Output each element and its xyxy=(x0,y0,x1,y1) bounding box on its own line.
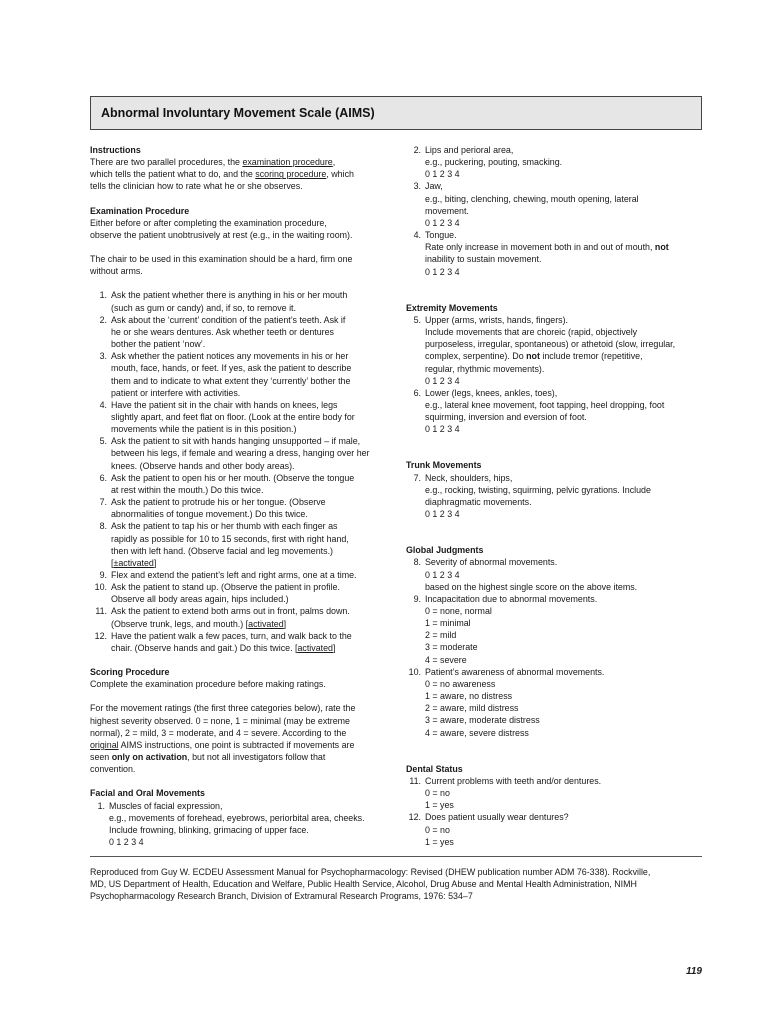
option-line: 1 = yes xyxy=(425,800,454,811)
left-column xyxy=(90,144,390,848)
text-run: [ xyxy=(111,557,114,568)
option-line: 3 = moderate xyxy=(425,642,478,653)
item-title: Upper (arms, wrists, hands, fingers). xyxy=(425,314,569,325)
option-line: 1 = minimal xyxy=(425,618,471,629)
text-line: knees. (Observe hands and other body areas). xyxy=(111,460,295,471)
text-line: Ask the patient to protrude his or her tongue. (Observe xyxy=(111,497,326,508)
text-line: Ask about the ‘current’ condition of the patient’s teeth. Ask if xyxy=(111,314,346,325)
step-number: 9. xyxy=(99,570,107,580)
exam-step xyxy=(90,399,390,435)
option-line: 0 = no awareness xyxy=(425,678,496,689)
option-line: 2 = mild xyxy=(425,630,457,641)
text-run: chair. (Observe hands and gait.) Do this twice. [ xyxy=(111,642,298,653)
item-number: 6. xyxy=(413,387,421,398)
text-line: without arms. xyxy=(90,266,143,277)
dental-heading: Dental Status xyxy=(406,763,463,774)
text-run: ] xyxy=(283,618,287,629)
text-line: squirming, inversion and eversion of foot. xyxy=(425,412,587,423)
text-line: diaphragmatic movements. xyxy=(425,496,532,507)
exam-step xyxy=(90,569,390,581)
text-line: them and to indicate to what extent they ‘currently’ bother the xyxy=(111,375,351,386)
item-number: 9. xyxy=(413,593,421,604)
exam-step xyxy=(90,472,390,496)
text-line: e.g., puckering, pouting, smacking. xyxy=(425,157,563,168)
text-line: Have the patient sit in the chair with hands on knees, legs xyxy=(111,399,338,410)
exam-step xyxy=(90,581,390,605)
text-line: The chair to be used in this examination should be a hard, firm one xyxy=(90,254,353,265)
item-number: 4. xyxy=(413,230,421,241)
right-column xyxy=(406,144,702,848)
text-run: ] xyxy=(333,642,336,653)
reference-note xyxy=(90,866,702,902)
text-line: MD, US Department of Health, Education and Welfare, Public Health Service, Alcohol, Drug Abuse and Mental Health Administration, NIMH xyxy=(90,879,637,890)
option-line: 1 = aware, no distress xyxy=(425,691,513,702)
text-line: mouth, face, hands, or feet. If yes, ask the patient to describe xyxy=(111,363,352,374)
rating-item xyxy=(406,775,702,811)
text-line: purposeless, irregular, spontaneous) or athetoid (slow, irregular, xyxy=(425,339,676,350)
item-title: Severity of abnormal movements. xyxy=(425,557,558,568)
rating-scale: 0 1 2 3 4 xyxy=(425,509,460,520)
step-number: 5. xyxy=(99,436,107,447)
option-line: 1 = yes xyxy=(425,836,454,847)
instructions-paragraph xyxy=(90,156,390,192)
exam-step xyxy=(90,435,390,471)
text-run: There are two parallel procedures, the xyxy=(90,157,243,168)
rating-scale: 0 1 2 3 4 xyxy=(425,569,460,580)
item-title: Neck, shoulders, hips, xyxy=(425,472,513,483)
emphasis: only on activation xyxy=(111,752,188,763)
text-run: ] xyxy=(153,557,157,568)
item-number: 11. xyxy=(409,775,421,786)
exam-step xyxy=(90,289,390,313)
text-line: Ask the patient to open his or her mouth. (Observe the tongue xyxy=(111,472,355,483)
option-line: 2 = aware, mild distress xyxy=(425,703,519,714)
rating-item xyxy=(406,387,702,436)
text-run: , which xyxy=(326,169,354,180)
text-line: bother the patient ‘now’. xyxy=(111,339,206,350)
text-line: convention. xyxy=(90,764,136,775)
rating-item xyxy=(406,666,702,739)
page-title: Abnormal Involuntary Movement Scale (AIMS) xyxy=(101,106,375,120)
page-number: 119 xyxy=(686,966,702,977)
text-line: Have the patient walk a few paces, turn, and walk back to the xyxy=(111,630,352,641)
text-line: Ask the patient to tap his or her thumb with each finger as xyxy=(111,521,338,532)
text-line: Reproduced from Guy W. ECDEU Assessment Manual for Psychopharmacology: Revised (DHEW publication number ADM 76-338). Rockville, xyxy=(90,867,651,877)
text-line: (such as gum or candy) and, if so, to remove it. xyxy=(111,302,296,313)
text-line: Flex and extend the patient’s left and right arms, one at a time. xyxy=(111,570,357,580)
item-number: 12. xyxy=(408,812,421,823)
text-line: observe the patient unobtrusively at rest (e.g., in the waiting room). xyxy=(90,229,353,240)
rating-item xyxy=(406,180,702,229)
extremity-heading: Extremity Movements xyxy=(406,302,498,313)
text-line: based on the highest single score on the above items. xyxy=(425,581,638,592)
step-number: 8. xyxy=(99,521,107,532)
exam-step xyxy=(90,605,390,629)
emphasis: not xyxy=(654,242,669,253)
text-line: regular, rhythmic movements). xyxy=(425,363,545,374)
original-link: original xyxy=(90,739,119,750)
text-line: Ask the patient to extend both arms out in front, palms down. xyxy=(111,606,350,617)
text-run: , but not all investigators follow that xyxy=(187,752,326,763)
text-line: movement. xyxy=(425,205,469,216)
text-line: Ask whether the patient notices any movements in his or her xyxy=(111,351,349,362)
rating-scale: 0 1 2 3 4 xyxy=(425,424,460,435)
step-number: 1. xyxy=(99,290,107,301)
rating-item xyxy=(406,472,702,521)
rating-item xyxy=(406,811,702,847)
item-number: 2. xyxy=(413,145,421,155)
footer-divider xyxy=(90,856,702,857)
text-line: patient or interfere with activities. xyxy=(111,387,241,398)
trunk-heading: Trunk Movements xyxy=(406,460,482,471)
item-title: Tongue. xyxy=(425,230,457,241)
examination-steps xyxy=(90,289,390,654)
text-line: Ask the patient to stand up. (Observe the patient in profile. xyxy=(111,582,340,593)
item-number: 3. xyxy=(413,181,421,192)
examination-procedure-link: examination procedure xyxy=(242,157,333,168)
item-title: Patient’s awareness of abnormal movements. xyxy=(425,666,605,677)
item-number: 1. xyxy=(97,800,105,811)
global-heading: Global Judgments xyxy=(406,545,484,556)
text-run: , xyxy=(332,157,336,168)
text-line: Observe all body areas again, hips included.) xyxy=(111,594,289,605)
item-number: 5. xyxy=(413,314,421,325)
rating-scale: 0 1 2 3 4 xyxy=(425,169,460,180)
instructions-heading: Instructions xyxy=(90,145,141,155)
text-line: normal), 2 = mild, 3 = moderate, and 4 = severe. According to the xyxy=(90,727,347,738)
rating-item xyxy=(406,314,702,387)
facial-heading: Facial and Oral Movements xyxy=(90,788,205,799)
exam-step xyxy=(90,520,390,569)
scoring-procedure-link: scoring procedure xyxy=(255,169,327,180)
step-number: 11. xyxy=(95,606,107,617)
option-line: 0 = no xyxy=(425,824,450,835)
text-run: AIMS instructions, one point is subtracted if movements are xyxy=(118,739,355,750)
text-line: e.g., movements of forehead, eyebrows, periorbital area, cheeks. xyxy=(109,812,365,823)
item-number: 8. xyxy=(413,557,421,568)
text-line: slightly apart, and feet flat on floor. (Look at the entire body for xyxy=(111,411,355,422)
option-line: 0 = none, normal xyxy=(425,606,492,616)
item-title: Incapacitation due to abnormal movements. xyxy=(425,593,598,604)
title-box xyxy=(90,96,702,130)
text-run: complex, serpentine). Do xyxy=(425,351,527,362)
scoring-heading: Scoring Procedure xyxy=(90,667,170,678)
exam-step xyxy=(90,496,390,520)
text-line: rapidly as possible for 10 to 15 seconds, first with right hand, xyxy=(111,533,349,544)
text-line: highest severity observed. 0 = none, 1 = minimal (may be extreme xyxy=(90,715,350,726)
item-title: Current problems with teeth and/or dentures. xyxy=(425,775,602,786)
rating-scale: 0 1 2 3 4 xyxy=(109,836,144,847)
text-line: Include movements that are choreic (rapid, objectively xyxy=(425,327,638,338)
item-number: 10. xyxy=(408,666,421,677)
activated-note: activated xyxy=(297,642,333,653)
step-number: 7. xyxy=(99,497,107,508)
option-line: 3 = aware, moderate distress xyxy=(425,715,540,726)
text-line: For the movement ratings (the first three categories below), rate the xyxy=(90,703,356,714)
rating-scale: 0 1 2 3 4 xyxy=(425,266,460,277)
activated-note: ±activated xyxy=(113,557,154,568)
item-title: Jaw, xyxy=(425,181,443,192)
text-line: e.g., rocking, twisting, squirming, pelvic gyrations. Include xyxy=(425,484,651,495)
text-line: Include frowning, blinking, grimacing of upper face. xyxy=(109,824,309,835)
text-line: e.g., biting, clenching, chewing, mouth opening, lateral xyxy=(425,193,639,204)
text-line: Complete the examination procedure before making ratings. xyxy=(90,679,326,690)
item-title: Lips and perioral area, xyxy=(425,145,514,155)
option-line: 0 = no xyxy=(425,788,450,799)
text-line: at rest within the mouth.) Do this twice. xyxy=(111,484,264,495)
step-number: 4. xyxy=(99,399,107,410)
option-line: 4 = aware, severe distress xyxy=(425,727,529,738)
item-title: Does patient usually wear dentures? xyxy=(425,812,569,823)
item-title: Lower (legs, knees, ankles, toes), xyxy=(425,387,558,398)
emphasis: not xyxy=(526,351,540,362)
rating-item xyxy=(406,144,702,180)
text-line: Ask the patient whether there is anything in his or her mouth xyxy=(111,290,348,301)
text-run: Rate only increase in movement both in and out of mouth, xyxy=(425,242,655,253)
rating-item xyxy=(406,556,702,592)
text-run: seen xyxy=(90,752,112,763)
rating-scale: 0 1 2 3 4 xyxy=(425,375,460,386)
step-number: 2. xyxy=(99,314,107,325)
rating-scale: 0 1 2 3 4 xyxy=(425,217,460,228)
text-run: include tremor (repetitive, xyxy=(539,351,643,362)
text-line: he or she wears dentures. Ask whether teeth or dentures xyxy=(111,326,334,337)
activated-note: activated xyxy=(248,618,284,629)
text-line: between his legs, if female and wearing a dress, hanging over her xyxy=(111,448,370,459)
text-line: Psychopharmacology Research Branch, Division of Extramural Research Programs, 1976: 534–7 xyxy=(90,891,473,902)
step-number: 10. xyxy=(94,582,107,593)
rating-item xyxy=(406,593,702,666)
exam-step xyxy=(90,314,390,350)
item-number: 7. xyxy=(413,472,421,483)
rating-item xyxy=(406,229,702,278)
text-run: which tells the patient what to do, and the xyxy=(90,169,256,180)
text-line: tells the clinician how to rate what he or she observes. xyxy=(90,181,303,192)
rating-item xyxy=(90,800,390,812)
examination-heading: Examination Procedure xyxy=(90,205,190,216)
text-line: Ask the patient to sit with hands hanging unsupported – if male, xyxy=(111,436,361,447)
step-number: 12. xyxy=(94,630,107,641)
item-title: Muscles of facial expression, xyxy=(109,800,223,811)
step-number: 6. xyxy=(99,472,107,483)
text-line: inability to sustain movement. xyxy=(425,254,542,265)
text-line: then with left hand. (Observe facial and leg movements.) xyxy=(111,545,333,556)
text-line: movements while the patient is in this position.) xyxy=(111,424,297,435)
option-line: 4 = severe xyxy=(425,654,467,665)
text-line: abnormalities of tongue movement.) Do this twice. xyxy=(111,509,308,520)
step-number: 3. xyxy=(99,351,107,362)
exam-step xyxy=(90,630,390,654)
text-line: e.g., lateral knee movement, foot tapping, heel dropping, foot xyxy=(425,399,665,410)
text-run: (Observe trunk, legs, and mouth.) [ xyxy=(111,618,249,629)
text-line: Either before or after completing the examination procedure, xyxy=(90,217,327,228)
item-detail xyxy=(90,812,390,848)
exam-step xyxy=(90,350,390,399)
